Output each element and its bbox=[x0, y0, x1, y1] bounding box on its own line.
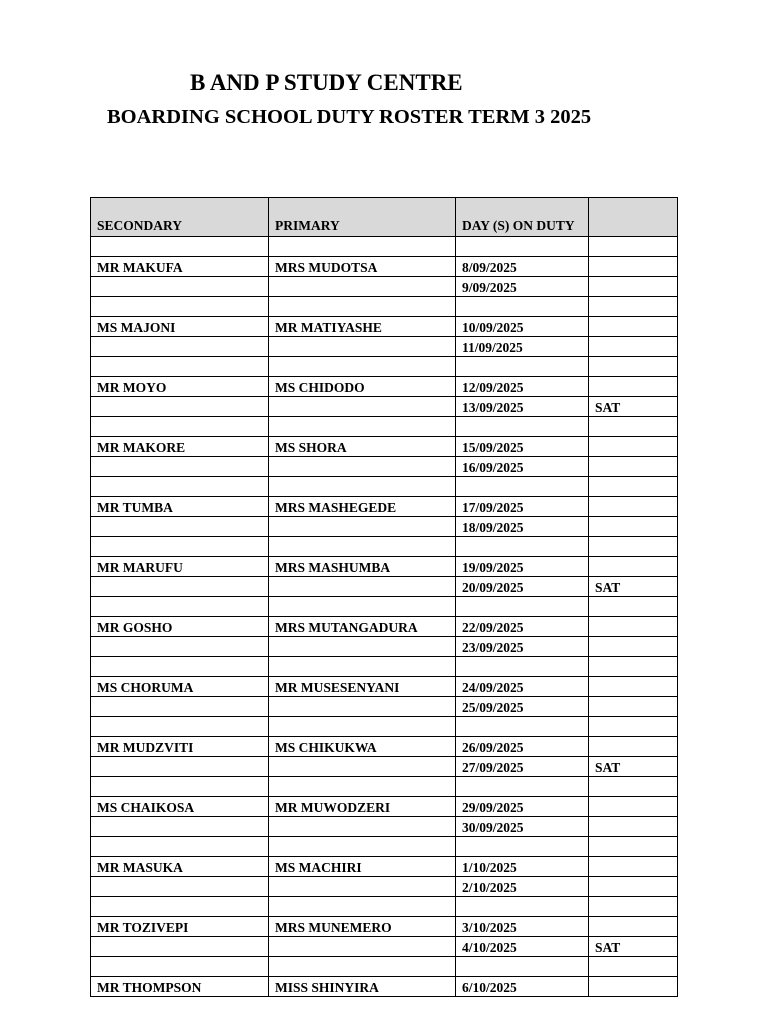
primary-cell bbox=[269, 637, 456, 657]
secondary-cell: MS CHORUMA bbox=[91, 677, 269, 697]
primary-cell: MR MUSESENYANI bbox=[269, 677, 456, 697]
primary-cell bbox=[269, 237, 456, 257]
primary-cell bbox=[269, 517, 456, 537]
table-row bbox=[91, 837, 678, 857]
table-row bbox=[91, 237, 678, 257]
table-row bbox=[91, 977, 678, 997]
date-cell: 4/10/2025 bbox=[456, 937, 589, 957]
note-cell: SAT bbox=[589, 937, 678, 957]
table-row bbox=[91, 257, 678, 277]
note-cell bbox=[589, 777, 678, 797]
note-cell bbox=[589, 737, 678, 757]
note-cell bbox=[589, 637, 678, 657]
date-cell bbox=[456, 837, 589, 857]
primary-cell bbox=[269, 717, 456, 737]
primary-cell bbox=[269, 297, 456, 317]
secondary-cell bbox=[91, 657, 269, 677]
primary-cell bbox=[269, 397, 456, 417]
date-cell bbox=[456, 477, 589, 497]
table-row bbox=[91, 877, 678, 897]
date-cell bbox=[456, 297, 589, 317]
date-cell: 16/09/2025 bbox=[456, 457, 589, 477]
date-cell: 27/09/2025 bbox=[456, 757, 589, 777]
note-cell bbox=[589, 237, 678, 257]
primary-cell: MRS MUDOTSA bbox=[269, 257, 456, 277]
primary-cell bbox=[269, 577, 456, 597]
date-cell: 8/09/2025 bbox=[456, 257, 589, 277]
note-cell bbox=[589, 797, 678, 817]
note-cell bbox=[589, 457, 678, 477]
secondary-cell bbox=[91, 717, 269, 737]
date-cell: 2/10/2025 bbox=[456, 877, 589, 897]
secondary-cell bbox=[91, 697, 269, 717]
document-subtitle: BOARDING SCHOOL DUTY ROSTER TERM 3 2025 bbox=[107, 106, 592, 128]
secondary-cell: MR TOZIVEPI bbox=[91, 917, 269, 937]
secondary-cell bbox=[91, 517, 269, 537]
table-row bbox=[91, 897, 678, 917]
secondary-cell: MR MASUKA bbox=[91, 857, 269, 877]
date-cell: 12/09/2025 bbox=[456, 377, 589, 397]
table-row bbox=[91, 737, 678, 757]
table-row bbox=[91, 797, 678, 817]
date-cell: 23/09/2025 bbox=[456, 637, 589, 657]
note-cell bbox=[589, 377, 678, 397]
primary-cell bbox=[269, 897, 456, 917]
note-cell bbox=[589, 317, 678, 337]
note-cell bbox=[589, 257, 678, 277]
note-cell bbox=[589, 677, 678, 697]
secondary-cell bbox=[91, 897, 269, 917]
table-row bbox=[91, 437, 678, 457]
secondary-cell bbox=[91, 597, 269, 617]
primary-cell bbox=[269, 597, 456, 617]
note-cell bbox=[589, 977, 678, 997]
primary-cell: MR MATIYASHE bbox=[269, 317, 456, 337]
table-row bbox=[91, 377, 678, 397]
table-row bbox=[91, 417, 678, 437]
header-secondary: SECONDARY bbox=[91, 198, 269, 237]
table-row bbox=[91, 537, 678, 557]
duty-roster-table bbox=[90, 197, 678, 997]
secondary-cell bbox=[91, 357, 269, 377]
primary-cell: MRS MASHEGEDE bbox=[269, 497, 456, 517]
table-row bbox=[91, 497, 678, 517]
secondary-cell bbox=[91, 537, 269, 557]
table-row bbox=[91, 517, 678, 537]
date-cell: 15/09/2025 bbox=[456, 437, 589, 457]
note-cell bbox=[589, 657, 678, 677]
table-row bbox=[91, 617, 678, 637]
secondary-cell bbox=[91, 937, 269, 957]
secondary-cell: MR MUDZVITI bbox=[91, 737, 269, 757]
note-cell: SAT bbox=[589, 397, 678, 417]
primary-cell: MISS SHINYIRA bbox=[269, 977, 456, 997]
date-cell bbox=[456, 537, 589, 557]
secondary-cell: MR THOMPSON bbox=[91, 977, 269, 997]
date-cell: 24/09/2025 bbox=[456, 677, 589, 697]
primary-cell: MRS MUNEMERO bbox=[269, 917, 456, 937]
secondary-cell bbox=[91, 817, 269, 837]
secondary-cell bbox=[91, 457, 269, 477]
secondary-cell bbox=[91, 757, 269, 777]
secondary-cell: MR MOYO bbox=[91, 377, 269, 397]
table-row bbox=[91, 557, 678, 577]
date-cell bbox=[456, 897, 589, 917]
secondary-cell bbox=[91, 957, 269, 977]
note-cell bbox=[589, 597, 678, 617]
note-cell bbox=[589, 297, 678, 317]
secondary-cell: MS MAJONI bbox=[91, 317, 269, 337]
note-cell bbox=[589, 857, 678, 877]
note-cell bbox=[589, 497, 678, 517]
table-row bbox=[91, 337, 678, 357]
primary-cell bbox=[269, 657, 456, 677]
secondary-cell: MR MAKUFA bbox=[91, 257, 269, 277]
primary-cell bbox=[269, 477, 456, 497]
table-row bbox=[91, 297, 678, 317]
primary-cell bbox=[269, 757, 456, 777]
secondary-cell: MR GOSHO bbox=[91, 617, 269, 637]
date-cell: 6/10/2025 bbox=[456, 977, 589, 997]
table-row bbox=[91, 937, 678, 957]
secondary-cell bbox=[91, 397, 269, 417]
date-cell: 17/09/2025 bbox=[456, 497, 589, 517]
date-cell: 11/09/2025 bbox=[456, 337, 589, 357]
note-cell: SAT bbox=[589, 577, 678, 597]
table-row bbox=[91, 777, 678, 797]
header-days-on-duty: DAY (S) ON DUTY bbox=[456, 198, 589, 237]
note-cell bbox=[589, 477, 678, 497]
primary-cell bbox=[269, 937, 456, 957]
table-row bbox=[91, 717, 678, 737]
table-row bbox=[91, 457, 678, 477]
header-primary: PRIMARY bbox=[269, 198, 456, 237]
note-cell bbox=[589, 837, 678, 857]
primary-cell bbox=[269, 817, 456, 837]
table-row bbox=[91, 397, 678, 417]
date-cell: 1/10/2025 bbox=[456, 857, 589, 877]
primary-cell bbox=[269, 277, 456, 297]
date-cell: 9/09/2025 bbox=[456, 277, 589, 297]
date-cell: 3/10/2025 bbox=[456, 917, 589, 937]
note-cell bbox=[589, 697, 678, 717]
secondary-cell bbox=[91, 577, 269, 597]
date-cell: 18/09/2025 bbox=[456, 517, 589, 537]
note-cell bbox=[589, 537, 678, 557]
date-cell bbox=[456, 237, 589, 257]
primary-cell bbox=[269, 837, 456, 857]
secondary-cell bbox=[91, 877, 269, 897]
secondary-cell: MR MARUFU bbox=[91, 557, 269, 577]
table-body bbox=[91, 237, 678, 997]
note-cell bbox=[589, 877, 678, 897]
secondary-cell: MR TUMBA bbox=[91, 497, 269, 517]
secondary-cell bbox=[91, 297, 269, 317]
note-cell bbox=[589, 417, 678, 437]
table-row bbox=[91, 657, 678, 677]
date-cell: 30/09/2025 bbox=[456, 817, 589, 837]
note-cell bbox=[589, 357, 678, 377]
table-row bbox=[91, 477, 678, 497]
primary-cell bbox=[269, 457, 456, 477]
primary-cell: MS CHIDODO bbox=[269, 377, 456, 397]
primary-cell bbox=[269, 537, 456, 557]
secondary-cell bbox=[91, 477, 269, 497]
date-cell bbox=[456, 777, 589, 797]
secondary-cell bbox=[91, 337, 269, 357]
primary-cell bbox=[269, 877, 456, 897]
primary-cell bbox=[269, 337, 456, 357]
secondary-cell bbox=[91, 777, 269, 797]
note-cell bbox=[589, 557, 678, 577]
date-cell bbox=[456, 357, 589, 377]
date-cell bbox=[456, 957, 589, 977]
secondary-cell: MS CHAIKOSA bbox=[91, 797, 269, 817]
document-title: B AND P STUDY CENTRE bbox=[190, 70, 463, 95]
primary-cell bbox=[269, 957, 456, 977]
date-cell bbox=[456, 717, 589, 737]
secondary-cell: MR MAKORE bbox=[91, 437, 269, 457]
table-row bbox=[91, 817, 678, 837]
note-cell bbox=[589, 277, 678, 297]
table-row bbox=[91, 677, 678, 697]
table-row bbox=[91, 957, 678, 977]
primary-cell: MS MACHIRI bbox=[269, 857, 456, 877]
note-cell bbox=[589, 817, 678, 837]
note-cell bbox=[589, 957, 678, 977]
table-row bbox=[91, 317, 678, 337]
primary-cell: MR MUWODZERI bbox=[269, 797, 456, 817]
secondary-cell bbox=[91, 637, 269, 657]
date-cell: 20/09/2025 bbox=[456, 577, 589, 597]
date-cell bbox=[456, 657, 589, 677]
note-cell bbox=[589, 917, 678, 937]
secondary-cell bbox=[91, 837, 269, 857]
note-cell: SAT bbox=[589, 757, 678, 777]
table-row bbox=[91, 577, 678, 597]
date-cell bbox=[456, 597, 589, 617]
primary-cell: MS SHORA bbox=[269, 437, 456, 457]
note-cell bbox=[589, 617, 678, 637]
table-row bbox=[91, 597, 678, 617]
primary-cell: MS CHIKUKWA bbox=[269, 737, 456, 757]
date-cell: 13/09/2025 bbox=[456, 397, 589, 417]
date-cell: 26/09/2025 bbox=[456, 737, 589, 757]
secondary-cell bbox=[91, 417, 269, 437]
secondary-cell bbox=[91, 237, 269, 257]
header-notes bbox=[589, 198, 678, 237]
note-cell bbox=[589, 437, 678, 457]
primary-cell bbox=[269, 697, 456, 717]
date-cell bbox=[456, 417, 589, 437]
primary-cell bbox=[269, 777, 456, 797]
table-row bbox=[91, 357, 678, 377]
note-cell bbox=[589, 517, 678, 537]
table-row bbox=[91, 697, 678, 717]
primary-cell bbox=[269, 417, 456, 437]
date-cell: 29/09/2025 bbox=[456, 797, 589, 817]
date-cell: 19/09/2025 bbox=[456, 557, 589, 577]
table-row bbox=[91, 757, 678, 777]
note-cell bbox=[589, 337, 678, 357]
primary-cell: MRS MUTANGADURA bbox=[269, 617, 456, 637]
table-row bbox=[91, 857, 678, 877]
table-row bbox=[91, 917, 678, 937]
table-header-row bbox=[91, 198, 678, 237]
secondary-cell bbox=[91, 277, 269, 297]
date-cell: 25/09/2025 bbox=[456, 697, 589, 717]
date-cell: 10/09/2025 bbox=[456, 317, 589, 337]
note-cell bbox=[589, 897, 678, 917]
table-row bbox=[91, 277, 678, 297]
date-cell: 22/09/2025 bbox=[456, 617, 589, 637]
primary-cell bbox=[269, 357, 456, 377]
primary-cell: MRS MASHUMBA bbox=[269, 557, 456, 577]
table-row bbox=[91, 637, 678, 657]
note-cell bbox=[589, 717, 678, 737]
